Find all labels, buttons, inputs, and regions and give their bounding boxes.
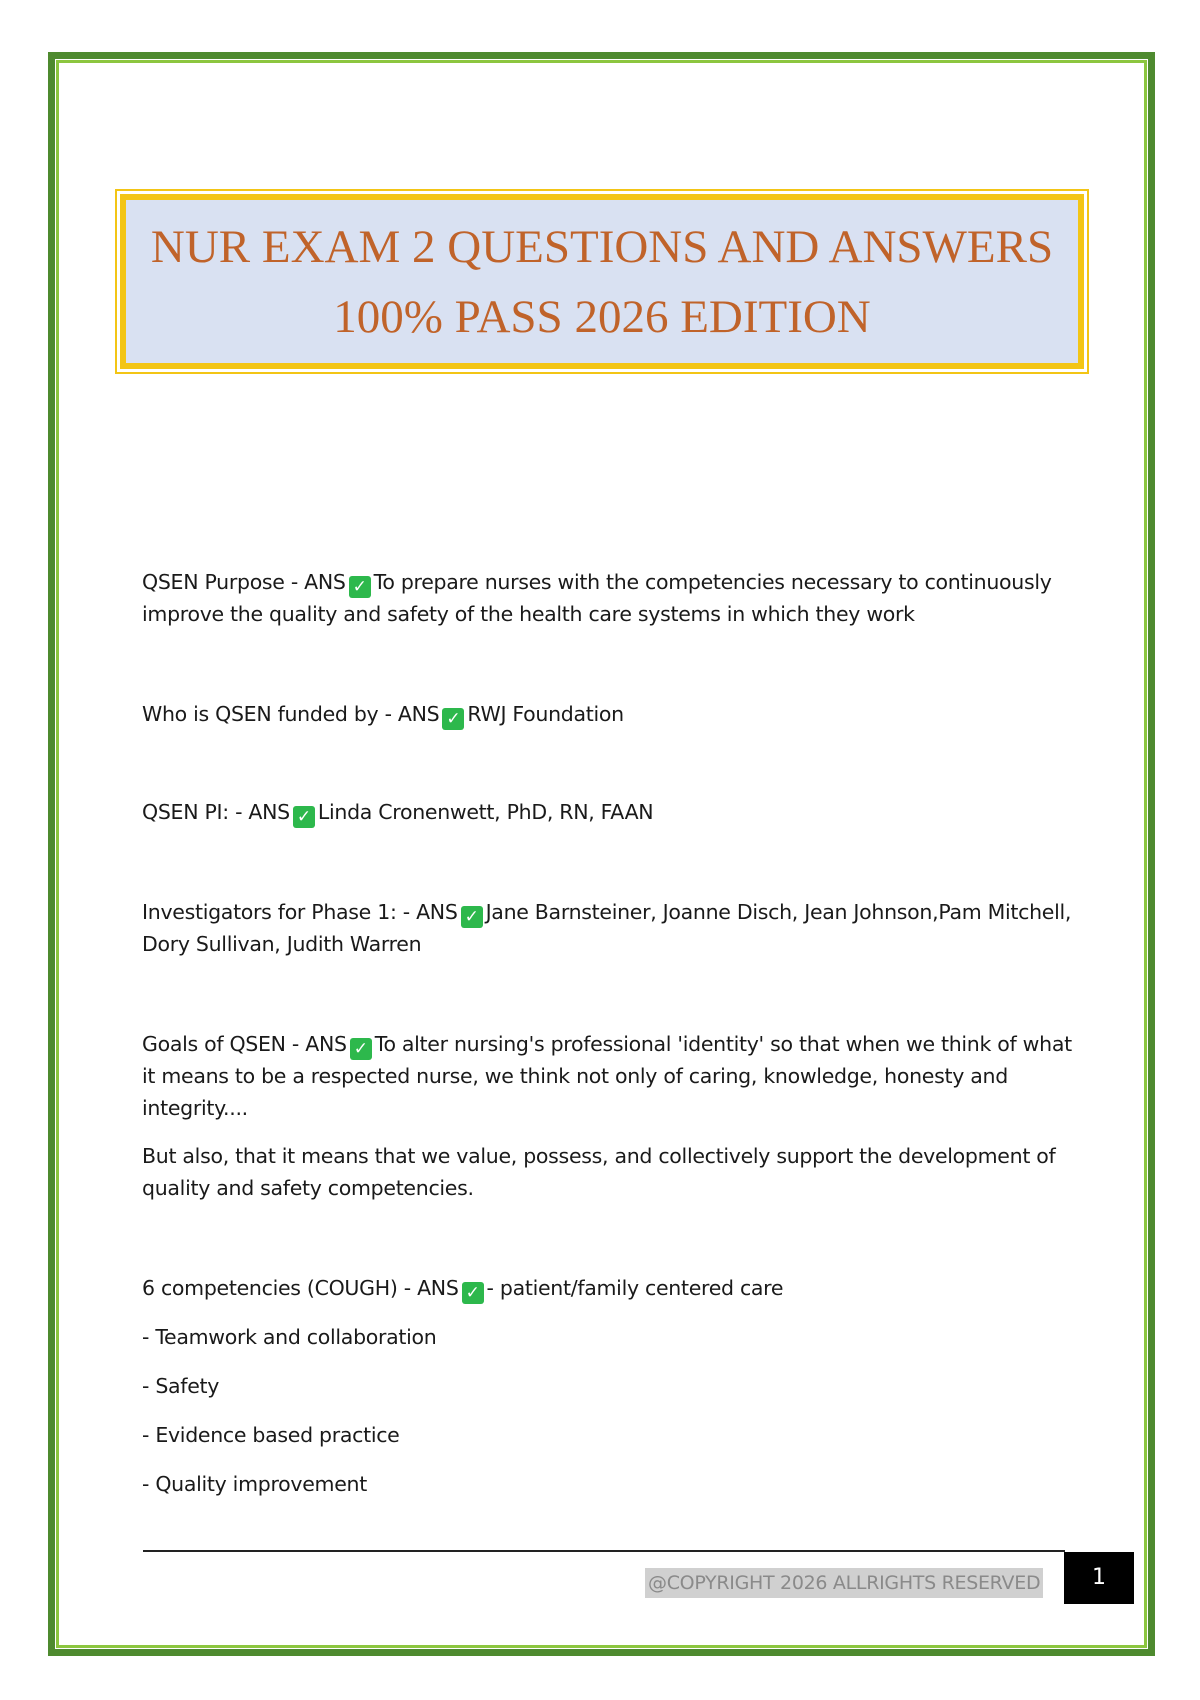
qa-item-investigators bbox=[142, 896, 1082, 960]
answer-text: To prepare nurses with the competencies necessary to continuously improve the quality and safety of the health care systems in which they work bbox=[142, 570, 1052, 626]
question-text: 6 competencies (COUGH) - ANS bbox=[142, 1276, 459, 1300]
spacer bbox=[142, 828, 1082, 896]
footer-copyright: @COPYRIGHT 2026 ALLRIGHTS RESERVED bbox=[645, 1568, 1043, 1598]
answer-text: Linda Cronenwett, PhD, RN, FAAN bbox=[317, 800, 654, 824]
list-item: - Quality improvement bbox=[142, 1472, 367, 1496]
answer-text: To alter nursing's professional 'identity' so that when we think of what it means to be a respected nurse, we think not only of caring, knowledge, honesty and integrity.... bbox=[142, 1032, 1072, 1120]
green-checkmark-icon: ✓ bbox=[462, 1282, 484, 1304]
page-number: 1 bbox=[1064, 1552, 1134, 1604]
spacer bbox=[142, 730, 1082, 796]
qa-content bbox=[142, 566, 1082, 1500]
green-checkmark-icon: ✓ bbox=[442, 708, 464, 730]
green-checkmark-icon: ✓ bbox=[461, 906, 483, 928]
question-text: Goals of QSEN - ANS bbox=[142, 1032, 347, 1056]
qa-item-funded-by bbox=[142, 698, 1082, 730]
qa-item-qsen-purpose bbox=[142, 566, 1082, 630]
question-text: Who is QSEN funded by - ANS bbox=[142, 702, 440, 726]
spacer bbox=[142, 630, 1082, 698]
question-text: QSEN Purpose - ANS bbox=[142, 570, 346, 594]
qa-item-qsen-pi bbox=[142, 796, 1082, 828]
goals-continuation: But also, that it means that we value, possess, and collectively support the development of quality and safety competencies. bbox=[142, 1144, 1056, 1200]
answer-text: - patient/family centered care bbox=[486, 1276, 784, 1300]
spacer bbox=[142, 1204, 1082, 1272]
title-line-1: NUR EXAM 2 QUESTIONS AND ANSWERS bbox=[150, 220, 1054, 273]
answer-text: RWJ Foundation bbox=[467, 702, 624, 726]
title-line-2: 100% PASS 2026 EDITION bbox=[333, 290, 871, 343]
footer-divider bbox=[143, 1550, 1065, 1552]
title-banner bbox=[120, 194, 1084, 369]
green-checkmark-icon: ✓ bbox=[349, 576, 371, 598]
qa-item-competencies bbox=[142, 1272, 1082, 1304]
green-checkmark-icon: ✓ bbox=[350, 1038, 372, 1060]
question-text: QSEN PI: - ANS bbox=[142, 800, 290, 824]
list-item: - Safety bbox=[142, 1374, 220, 1398]
qa-item-goals bbox=[142, 1028, 1082, 1124]
answer-text: Jane Barnsteiner, Joanne Disch, Jean Johnson,Pam Mitchell, Dory Sullivan, Judith Warren bbox=[142, 900, 1072, 956]
list-item: - Evidence based practice bbox=[142, 1423, 400, 1447]
question-text: Investigators for Phase 1: - ANS bbox=[142, 900, 458, 924]
spacer bbox=[142, 960, 1082, 1028]
green-checkmark-icon: ✓ bbox=[293, 806, 315, 828]
list-item: - Teamwork and collaboration bbox=[142, 1325, 437, 1349]
spacer bbox=[142, 1124, 1082, 1140]
